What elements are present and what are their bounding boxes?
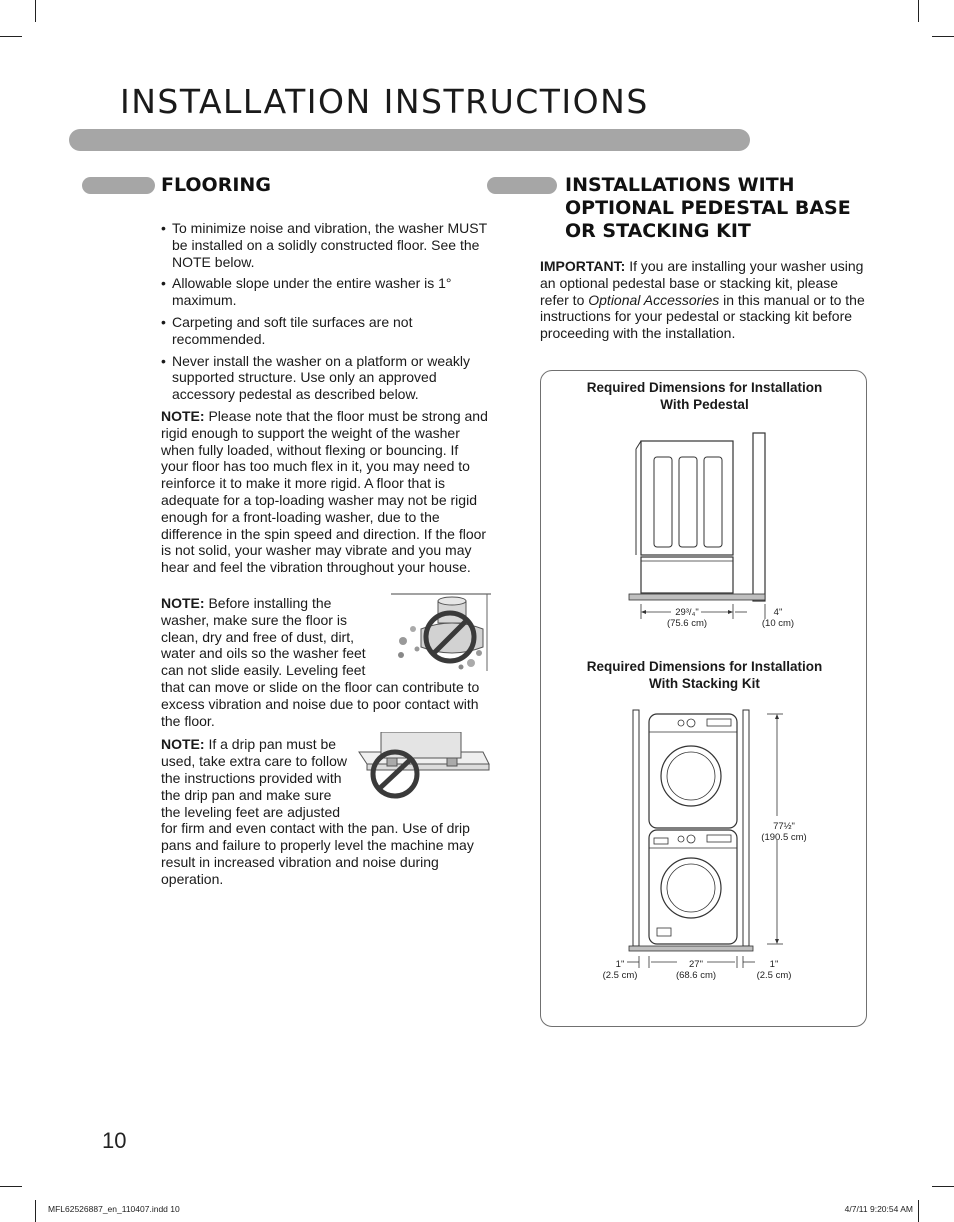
note-floor-strength xyxy=(161,408,489,576)
pedestal-column xyxy=(540,258,870,342)
flooring-column xyxy=(161,220,489,887)
flooring-heading: FLOORING xyxy=(161,174,271,196)
dim-label-cm: (68.6 cm) xyxy=(675,970,717,981)
dim-label: 1" xyxy=(769,959,779,970)
important-label: IMPORTANT: xyxy=(540,258,626,274)
dim-label: 77½" xyxy=(773,821,795,832)
dim-label: 4" xyxy=(773,607,783,618)
crop-mark xyxy=(35,1200,36,1222)
crop-mark xyxy=(0,1186,22,1187)
note-label: NOTE: xyxy=(161,594,205,611)
bullet-item: • Allowable slope under the entire washer is 1° maximum. xyxy=(161,275,489,309)
dim-label: 27" xyxy=(689,959,703,970)
footer-file-info: MFL62526887_en_110407.indd 10 xyxy=(48,1204,180,1214)
pedestal-heading: INSTALLATIONS WITH OPTIONAL PEDESTAL BASE OR STACKING KIT xyxy=(565,174,851,242)
drip-pan-illustration xyxy=(353,732,493,804)
note-text: Please note that the floor must be strong and rigid enough to support the weight of the washer when fully loaded, without flexing or bouncing. If your floor has too much flex in it, you may need to reinforce it to make it more rigid. A floor that is adequate for a top-loading washer may not be rigid enough for a front-loading washer, due to the difference in the spin speed and direction. If the floor is not solid, your washer may vibrate and you may hear and feel the vibration throughout your house. xyxy=(161,407,488,576)
dim-width-stack xyxy=(667,959,725,981)
dim-label-cm: (2.5 cm) xyxy=(756,970,792,981)
optional-accessories-ref: Optional Accessories xyxy=(588,291,720,308)
footer-timestamp: 4/7/11 9:20:54 AM xyxy=(844,1204,913,1214)
flooring-bullet-list xyxy=(161,220,489,403)
crop-mark xyxy=(932,36,954,37)
crop-mark xyxy=(0,36,22,37)
dim-height-stack xyxy=(751,821,817,843)
caption-line: With Stacking Kit xyxy=(649,675,760,691)
pedestal-dimension-lines xyxy=(541,371,868,631)
crop-mark xyxy=(35,0,36,22)
dim-label: 29³/₄" xyxy=(675,607,699,618)
dim-label-cm: (10 cm) xyxy=(761,618,795,629)
dim-label-cm: (75.6 cm) xyxy=(666,618,708,629)
figure-caption-stacking xyxy=(541,659,868,692)
note-text: If a drip pan must be used, take extra care to follow the instructions provided with the drip pan and make sure the leveling feet are adjusted for firm and even contact with the pan. Use of drip pans and failure to properly level the machine may result in increased vibration and noise during operation. xyxy=(161,736,474,887)
caption-line: Required Dimensions for Installation xyxy=(586,380,823,395)
page-number: 10 xyxy=(102,1128,127,1153)
dimensions-figure-box xyxy=(540,370,867,1027)
note-text: Before installing the washer, make sure the floor is clean, dry and free of dust, dirt, water and oils so the washer feet can not slide easily. Leveling feet that can move or slide on the floor can contribute to excess vibration and noise due to poor contact with the floor. xyxy=(161,594,480,729)
washer-feet-illustration xyxy=(383,591,493,673)
dim-label-cm: (2.5 cm) xyxy=(602,970,638,981)
note-label: NOTE: xyxy=(161,736,205,753)
dim-left-clearance xyxy=(595,959,645,981)
bullet-item: • To minimize noise and vibration, the washer MUST be installed on a solidly constructed floor. See the NOTE below. xyxy=(161,220,489,270)
important-text: in this manual or to the instructions for your pedestal or stacking kit before proceeding with the installation. xyxy=(540,291,865,342)
crop-mark xyxy=(932,1186,954,1187)
bullet-item: • Carpeting and soft tile surfaces are not recommended. xyxy=(161,314,489,348)
dim-width-pedestal xyxy=(657,607,717,629)
note-floor-clean xyxy=(161,595,489,729)
section-pill xyxy=(487,177,557,194)
dim-label-cm: (190.5 cm) xyxy=(761,832,807,843)
caption-line: With Pedestal xyxy=(660,396,749,412)
dim-wall-gap xyxy=(755,607,801,629)
bullet-item: • Never install the washer on a platform or weakly supported structure. Use only an approved accessory pedestal as described below. xyxy=(161,353,489,403)
caption-line: Required Dimensions for Installation xyxy=(586,659,823,674)
title-bar xyxy=(69,129,750,151)
crop-mark xyxy=(918,1200,919,1222)
dim-right-clearance xyxy=(749,959,799,981)
important-text: If you are installing your washer using an optional pedestal base or stacking kit, please refer to xyxy=(540,258,864,308)
important-paragraph xyxy=(540,258,870,342)
section-pill xyxy=(82,177,155,194)
crop-mark xyxy=(918,0,919,22)
dim-label: 1" xyxy=(615,959,625,970)
note-drip-pan xyxy=(161,736,489,887)
stacked-washer-dryer-diagram xyxy=(541,706,868,976)
note-label: NOTE: xyxy=(161,407,205,424)
page-title: INSTALLATION INSTRUCTIONS xyxy=(120,82,649,121)
